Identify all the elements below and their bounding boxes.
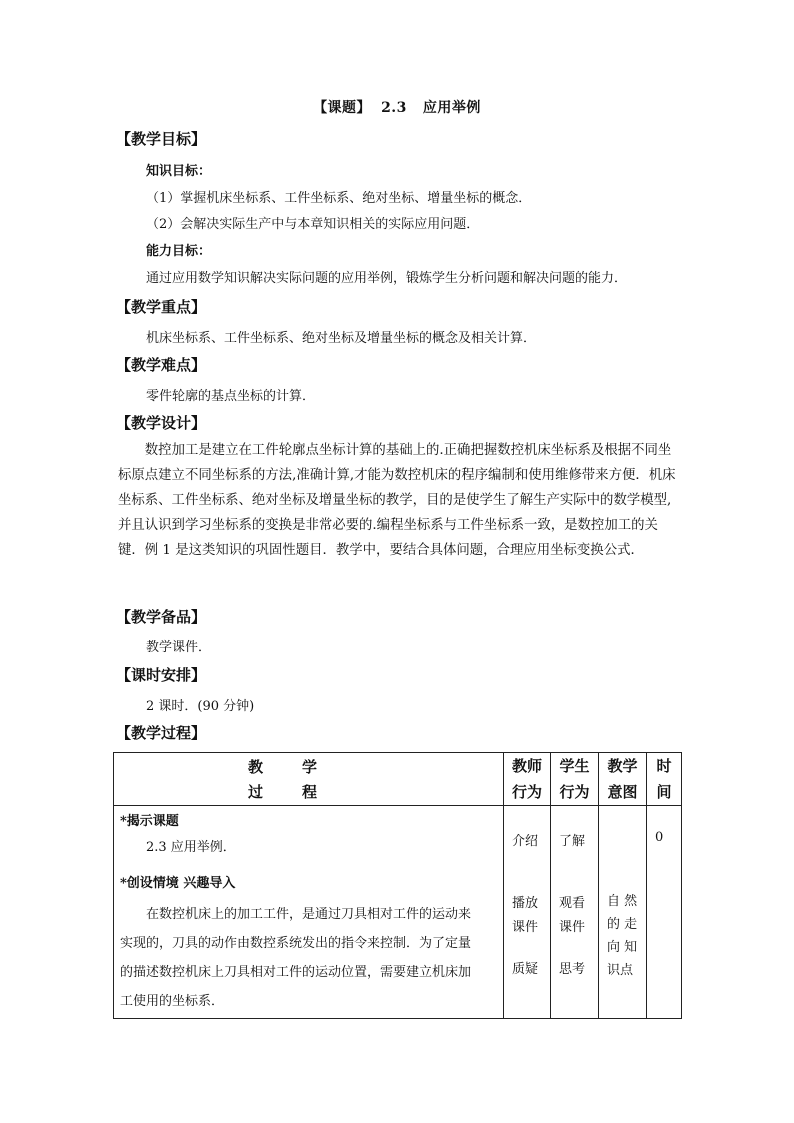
header-process-char-3: 过 <box>248 783 264 801</box>
header-intent-line-1: 教学 <box>607 757 638 775</box>
ability-label: 能力目标： <box>146 244 212 259</box>
header-process <box>114 753 504 806</box>
title-bracket: 【课题】 <box>313 100 372 116</box>
design-text: 数控加工是建立在工件轮廓点坐标计算的基础上的.正确把握数控机床坐标系及根据不同坐标原点建立不同坐标系的方法,准确计算,才能为数控机床的程序编制和使用维修带来方便．机床坐标系、工件坐标系、绝对坐标及增量坐标的教学，目的是使学生了解生产实际中的数学模型,并且认识到学习坐标系的变换是非常必要的.编程坐标系与工件坐标系一致，是数控加工的关键．例 1 是这类知识的巩固性题目．教学中，要结合具体问题，合理应用坐标变换公式． <box>118 443 676 558</box>
time-cell <box>647 806 682 1019</box>
title-number: 2.3 <box>381 100 407 116</box>
intent-line-2: 的 走 <box>607 917 638 932</box>
header-process-char-4: 程 <box>302 783 318 801</box>
student-a: 了解 <box>559 834 586 849</box>
knowledge-item-1: （1）掌握机床坐标系、工件坐标系、绝对坐标、增量坐标的概念． <box>146 191 532 206</box>
header-student <box>551 753 599 806</box>
header-intent <box>599 753 647 806</box>
knowledge-item-2: （2）会解决实际生产中与本章知识相关的实际应用问题． <box>146 217 480 232</box>
header-time <box>647 753 682 806</box>
intent-line-3: 向 知 <box>607 940 638 955</box>
student-b1: 观看 <box>559 896 586 911</box>
section-schedule: 【课时安排】 <box>116 666 207 684</box>
time-value: 0 <box>655 830 664 845</box>
key-points-text: 机床坐标系、工件坐标系、绝对坐标及增量坐标的概念及相关计算． <box>146 331 537 346</box>
table-row <box>114 806 682 1019</box>
section-difficulties: 【教学难点】 <box>116 356 207 374</box>
section-objectives: 【教学目标】 <box>116 130 207 148</box>
materials-text: 教学课件． <box>146 640 212 655</box>
header-teacher-line-2: 行为 <box>511 783 542 801</box>
title-text: 应用举例 <box>422 100 481 116</box>
header-process-char-2: 学 <box>302 758 318 776</box>
table-header-row <box>114 753 682 806</box>
teacher-b2: 课件 <box>512 920 539 935</box>
scene-line-2: 实现的，刀具的动作由数控系统发出的指令来控制．为了定量 <box>120 936 472 951</box>
schedule-text: 2 课时．(90 分钟) <box>146 699 255 714</box>
teacher-cell <box>504 806 551 1019</box>
process-cell <box>114 806 504 1019</box>
student-cell <box>551 806 599 1019</box>
intent-line-4: 识点 <box>607 963 634 978</box>
intent-cell <box>599 806 647 1019</box>
header-teacher-line-1: 教师 <box>511 757 542 775</box>
ability-text: 通过应用数学知识解决实际问题的应用举例，锻炼学生分析问题和解决问题的能力． <box>146 271 628 286</box>
header-time-line-1: 时 <box>656 757 672 775</box>
knowledge-label: 知识目标： <box>146 164 212 179</box>
header-teacher <box>504 753 551 806</box>
process-table <box>113 752 682 1019</box>
reveal-title: *揭示课题 <box>120 814 179 829</box>
teacher-b1: 播放 <box>512 896 539 911</box>
header-intent-line-2: 意图 <box>607 783 638 801</box>
teacher-c: 质疑 <box>512 962 539 977</box>
section-process: 【教学过程】 <box>116 724 207 742</box>
scene-title: *创设情境 兴趣导入 <box>120 876 236 891</box>
student-b2: 课件 <box>559 920 586 935</box>
page-title <box>0 97 794 117</box>
difficulties-text: 零件轮廓的基点坐标的计算． <box>146 389 316 404</box>
teacher-a: 介绍 <box>512 834 539 849</box>
reveal-text: 2.3 应用举例． <box>146 840 236 855</box>
intent-line-1: 自 然 <box>607 894 638 909</box>
scene-line-4: 工使用的坐标系． <box>120 994 225 1009</box>
section-key-points: 【教学重点】 <box>116 298 207 316</box>
scene-line-1: 在数控机床上的加工工件，是通过刀具相对工件的运动来 <box>146 907 472 922</box>
section-materials: 【教学备品】 <box>116 608 207 626</box>
header-time-line-2: 间 <box>656 783 672 801</box>
section-design: 【教学设计】 <box>116 414 207 432</box>
header-process-char-1: 教 <box>248 758 264 776</box>
header-student-line-1: 学生 <box>559 757 590 775</box>
header-student-line-2: 行为 <box>559 783 590 801</box>
student-c: 思考 <box>559 962 586 977</box>
scene-line-3: 的描述数控机床上刀具相对工件的运动位置，需要建立机床加 <box>120 965 472 980</box>
